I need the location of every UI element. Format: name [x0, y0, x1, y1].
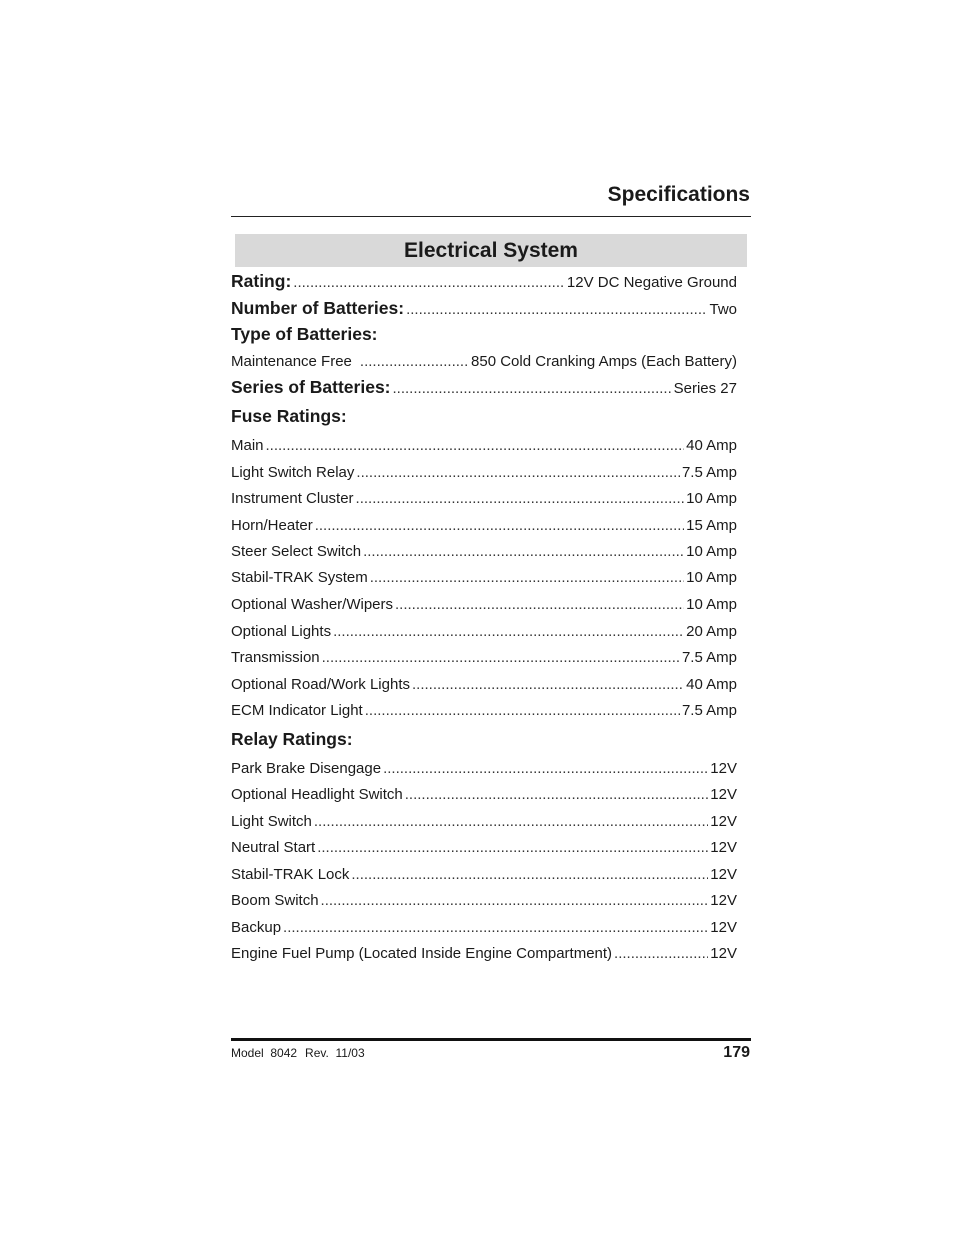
dot-leader [614, 944, 708, 964]
fuse-row [231, 542, 737, 562]
header-rule [231, 216, 751, 217]
fuse-label: ECM Indicator Light [231, 702, 363, 719]
relay-value: 12V [710, 839, 737, 856]
relay-value: 12V [710, 760, 737, 777]
dot-leader [412, 675, 684, 695]
relay-value: 12V [710, 892, 737, 909]
fuse-row [231, 463, 737, 483]
fuse-row [231, 648, 737, 668]
dot-leader [315, 516, 684, 536]
fuse-value: 40 Amp [686, 676, 737, 693]
relay-value: 12V [710, 813, 737, 830]
relay-row [231, 944, 737, 964]
fuse-value: 10 Amp [686, 569, 737, 586]
relay-row [231, 812, 737, 832]
battery-type-label: Maintenance Free [231, 353, 352, 370]
revision-date: Rev. 11/03 [305, 1046, 365, 1060]
dot-leader [333, 622, 684, 642]
relay-label: Backup [231, 919, 282, 936]
number-of-batteries-row [231, 298, 737, 320]
relay-label: Optional Headlight Switch [231, 786, 403, 803]
model-number: Model 8042 [231, 1046, 298, 1060]
dot-leader [317, 838, 708, 858]
fuse-value: 7.5 Amp [681, 649, 737, 666]
fuse-row [231, 516, 737, 536]
number-of-batteries-label: Number of Batteries: [231, 298, 405, 318]
fuse-row [231, 489, 737, 509]
dot-leader [393, 379, 672, 399]
fuse-value: 10 Amp [686, 596, 737, 613]
dot-leader [406, 300, 707, 320]
dot-leader [321, 891, 709, 911]
fuse-value: 20 Amp [686, 623, 737, 640]
relay-row [231, 838, 737, 858]
fuse-row [231, 595, 737, 615]
footer-model-info [231, 1046, 365, 1060]
dot-leader [293, 273, 565, 293]
number-of-batteries-value: Two [709, 301, 737, 318]
fuse-value: 10 Amp [686, 490, 737, 507]
relay-row [231, 865, 737, 885]
fuse-label: Optional Washer/Wipers [231, 596, 393, 613]
relay-row [231, 891, 737, 911]
dot-leader [283, 918, 708, 938]
dot-leader [266, 436, 685, 456]
fuse-value: 7.5 Amp [681, 464, 737, 481]
dot-leader [351, 865, 708, 885]
dot-leader [322, 648, 680, 668]
fuse-label: Transmission [231, 649, 320, 666]
relay-label: Stabil-TRAK Lock [231, 866, 350, 883]
fuse-label: Stabil-TRAK System [231, 569, 368, 586]
relay-label: Light Switch [231, 813, 312, 830]
relay-row [231, 918, 737, 938]
fuse-label: Main [231, 437, 264, 454]
type-of-batteries-heading: Type of Batteries: [231, 324, 378, 344]
relay-value: 12V [710, 919, 737, 936]
relay-value: 12V [710, 945, 737, 962]
relay-label: Neutral Start [231, 839, 316, 856]
rating-label: Rating: [231, 271, 292, 291]
series-of-batteries-row [231, 377, 737, 399]
fuse-value: 15 Amp [686, 517, 737, 534]
dot-leader [365, 701, 680, 721]
fuse-label: Steer Select Switch [231, 543, 362, 560]
series-of-batteries-value: Series 27 [673, 380, 737, 397]
dot-leader [363, 542, 684, 562]
relay-label: Engine Fuel Pump (Located Inside Engine Compartment) [231, 945, 613, 962]
dot-leader [383, 759, 708, 779]
fuse-row [231, 436, 737, 456]
series-of-batteries-label: Series of Batteries: [231, 377, 391, 397]
dot-leader [405, 785, 709, 805]
fuse-label: Optional Road/Work Lights [231, 676, 410, 693]
relay-value: 12V [710, 866, 737, 883]
dot-leader [356, 489, 685, 509]
dot-leader [314, 812, 708, 832]
relay-label: Park Brake Disengage [231, 760, 382, 777]
fuse-value: 10 Amp [686, 543, 737, 560]
battery-type-value: 850 Cold Cranking Amps (Each Battery) [471, 353, 737, 370]
dot-leader [395, 595, 684, 615]
dot-leader [360, 352, 469, 372]
fuse-value: 40 Amp [686, 437, 737, 454]
dot-leader [370, 568, 684, 588]
relay-row [231, 759, 737, 779]
fuse-row [231, 568, 737, 588]
relay-value: 12V [710, 786, 737, 803]
fuse-value: 7.5 Amp [681, 702, 737, 719]
fuse-label: Light Switch Relay [231, 464, 355, 481]
section-title: Electrical System [404, 239, 578, 262]
battery-type-row [231, 352, 737, 372]
relay-ratings-heading: Relay Ratings: [231, 729, 353, 749]
rating-value: 12V DC Negative Ground [566, 274, 737, 291]
relay-row [231, 785, 737, 805]
fuse-label: Horn/Heater [231, 517, 313, 534]
fuse-row [231, 622, 737, 642]
page-number: 179 [723, 1044, 750, 1061]
fuse-label: Optional Lights [231, 623, 332, 640]
footer-rule [231, 1038, 751, 1041]
fuse-ratings-heading: Fuse Ratings: [231, 406, 347, 426]
rating-row [231, 271, 737, 293]
dot-leader [356, 463, 680, 483]
fuse-row [231, 675, 737, 695]
relay-label: Boom Switch [231, 892, 319, 909]
fuse-label: Instrument Cluster [231, 490, 354, 507]
fuse-row [231, 701, 737, 721]
page-title: Specifications [607, 183, 750, 206]
